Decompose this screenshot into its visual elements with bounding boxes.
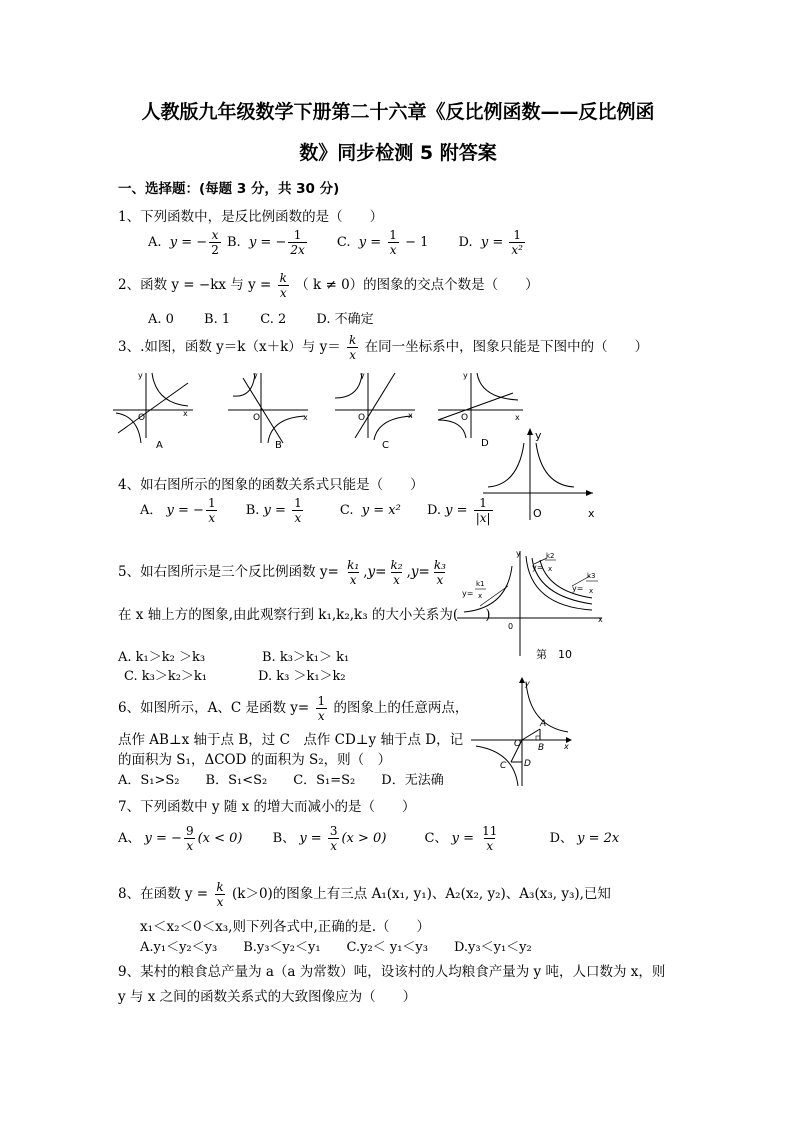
svg-text:y: y [463, 371, 468, 380]
q2-stem-a: 2、函数 y = −kx 与 y = [118, 277, 272, 293]
q5-graph [452, 546, 612, 664]
svg-text:x: x [589, 587, 594, 595]
q1-stem: 1、下列函数中，是反比例函数的是（ ） [118, 209, 384, 225]
q1-options: A. y = − $\frac{x}{2}$ B. y = − $\frac{1}{2x}$ C. y = $\frac{1}{x}$ − 1 D. y = $\frac{1}{\text{x²}}$ [148, 228, 523, 257]
q3-stem-b: 在同一坐标系中，图象只能是下图中的（ ） [364, 339, 649, 355]
q4-graph [478, 425, 608, 525]
svg-text:y=: y= [462, 589, 474, 598]
svg-text:O: O [253, 413, 261, 423]
q7-stem: 7、下列函数中 y 随 x 的增大而减小的是（ ） [118, 799, 416, 815]
q3-label-d: D [481, 438, 489, 449]
q7-opt-b-label: B、 [272, 831, 296, 846]
q4-options: A． y = − $\frac{1}{x}$ B. y = $\frac{1}{x}$ C. y = x² D. y = $\frac{1}{|x|}$ [140, 496, 491, 525]
svg-text:C: C [500, 761, 507, 771]
q3-graph-c [335, 371, 415, 450]
q4-stem: 4、如右图所示的图象的函数关系式只能是（ ） [118, 477, 424, 493]
svg-text:k1: k1 [476, 580, 485, 588]
q6-options: A．S₁>S₂ B．S₁<S₂ C．S₁=S₂ D．无法确 [118, 773, 444, 788]
q6-graph [466, 674, 576, 790]
q5-opt-d: D. k₃ ＞k₁＞k₂ [258, 669, 346, 684]
q5-opt-a: A. k₁＞k₂ ＞k₃ [118, 650, 206, 665]
q4-opt-a-label: A． [140, 503, 163, 518]
svg-text:O: O [514, 739, 522, 749]
svg-text:x: x [588, 507, 595, 520]
svg-text:y: y [525, 679, 530, 688]
q4-opt-b-label: B. [245, 503, 260, 518]
q3-label-c: C [382, 440, 389, 450]
q4-opt-c-label: C. [339, 503, 354, 518]
q5-opt-b: B. k₃＞k₁＞ k₁ [262, 650, 350, 665]
q3-graph-b [228, 371, 308, 450]
q5-stem-b: 在 x 轴上方的图象,由此观察行到 k₁,k₂,k₃ 的大小关系为( ) [118, 607, 491, 623]
q1-opt-a-label: A. [148, 235, 162, 250]
svg-text:D: D [524, 759, 531, 769]
svg-text:k3: k3 [587, 572, 596, 580]
q2-options: A. 0 B. 1 C. 2 D. 不确定 [148, 312, 374, 327]
q3-stem: 3、.如图，函数 y＝k（x＋k）与 y＝ $\frac{k}{x}$ 在同一坐标系中，图象只能是下图中的（ ） [118, 333, 649, 362]
svg-text:x: x [515, 413, 520, 422]
q6-stem-b: 的图象上的任意两点， [333, 700, 469, 716]
q3-graphs [108, 368, 528, 450]
q5-stem: 5、如右图所示是三个反比例函数 y= $\frac{\text{k₁}}{x}$ ,y= $\frac{\text{k₂}}{x}$ ,y= $\frac{\text{k₃}}{x}$ [118, 558, 446, 587]
q7-options: A、 y = − $\frac{9}{x}$ (x < 0) B、 y = $\frac{3}{x}$ (x > 0) C、 y = $\frac{11}{x}$ D、 y = 2x [118, 824, 620, 853]
q8-options: A.y₁＜y₂＜y₃ B.y₃＜y₂＜y₁ C.y₂＜ y₁＜y₃ D.y₃＜y₁＜y₂ [140, 940, 532, 955]
q3-label-a: A [156, 440, 163, 450]
svg-text:O: O [533, 507, 542, 520]
q7-opt-d-expr: y = 2x [577, 831, 620, 846]
svg-text:y=: y= [572, 584, 584, 593]
q9-line2: y 与 x 之间的函数关系式的大致图像应为（ ） [118, 989, 417, 1005]
q8-line2: x₁＜x₂＜0＜x₃,则下列各式中,正确的是.（ ） [140, 919, 431, 935]
q2-stem: 2、函数 y = −kx 与 y = $\frac{k}{x}$ （ k ≠ 0）的图象的交点个数是（ ） [118, 271, 539, 300]
q6-line2: 点作 AB⊥x 轴于点 B，过 C 点作 CD⊥y 轴于点 D，记 [118, 732, 464, 748]
q5-opt-c: C. k₃＞k₂＞k₁ [124, 669, 208, 684]
svg-text:A: A [540, 719, 547, 729]
svg-text:x: x [478, 592, 483, 600]
q1-opt-d-label: D. [458, 235, 473, 250]
svg-text:O: O [461, 413, 469, 423]
svg-text:x: x [303, 413, 308, 422]
q7-opt-d-label: D、 [549, 831, 573, 846]
svg-text:x: x [598, 615, 603, 624]
svg-text:B: B [538, 743, 545, 753]
svg-text:x: x [548, 565, 553, 573]
q2-stem-b: （ k ≠ 0）的图象的交点个数是（ ） [295, 277, 539, 293]
svg-text:O: O [138, 413, 146, 423]
svg-text:k2: k2 [546, 552, 555, 560]
svg-text:y: y [138, 371, 143, 380]
q8-stem-b: (k＞0)的图象上有三点 A₁(x₁, y₁)、A₂(x₂, y₂)、A₃(x₃, y₃),已知 [232, 886, 611, 902]
q5-fig-caption: 第 10 [536, 648, 572, 661]
svg-text:y: y [535, 429, 542, 442]
q3-label-b: B [275, 440, 282, 450]
svg-text:x: x [564, 742, 569, 751]
svg-text:y: y [253, 371, 258, 380]
q8-stem: 8、在函数 y = $\frac{k}{x}$ (k＞0)的图象上有三点 A₁(x₁, y₁)、A₂(x₂, y₂)、A₃(x₃, y₃),已知 [118, 880, 611, 909]
svg-text:x: x [408, 411, 413, 420]
svg-text:0: 0 [508, 622, 514, 631]
section-heading: 一、选择题：(每题 3 分，共 30 分) [118, 181, 340, 197]
q5-stem-a: 5、如右图所示是三个反比例函数 y= [118, 564, 339, 580]
q3-graph-a [113, 371, 193, 450]
q1-opt-b-label: B. [226, 235, 241, 250]
q7-opt-c-label: C、 [424, 831, 448, 846]
svg-text:y: y [516, 549, 521, 558]
q8-stem-a: 8、在函数 y = [118, 886, 209, 902]
q3-stem-a: 3、.如图，函数 y＝k（x＋k）与 y＝ [118, 339, 341, 355]
q6-line3: 的面积为 S₁，ΔCOD 的面积为 S₂，则（ ） [118, 752, 392, 768]
svg-text:y: y [360, 371, 365, 380]
svg-text:x: x [183, 409, 188, 418]
svg-text:y=: y= [532, 563, 544, 572]
q9-line1: 9、某村的粮食总产量为 a（a 为常数）吨，设该村的人均粮食产量为 y 吨，人口数为 x，则 [118, 964, 666, 980]
svg-text:O: O [358, 413, 366, 423]
title-line-1: 人教版九年级数学下册第二十六章《反比例函数——反比例函 [141, 101, 655, 123]
q6-stem-a: 6、如图所示，A、C 是函数 y= [118, 700, 310, 716]
q7-opt-a-label: A、 [118, 831, 141, 846]
title-line-2: 数》同步检测 5 附答案 [299, 142, 497, 164]
q1-opt-c-label: C. [336, 235, 351, 250]
q6-stem: 6、如图所示，A、C 是函数 y= $\frac{1}{x}$ 的图象上的任意两点， [118, 694, 469, 723]
q4-opt-d-label: D. [426, 503, 442, 518]
